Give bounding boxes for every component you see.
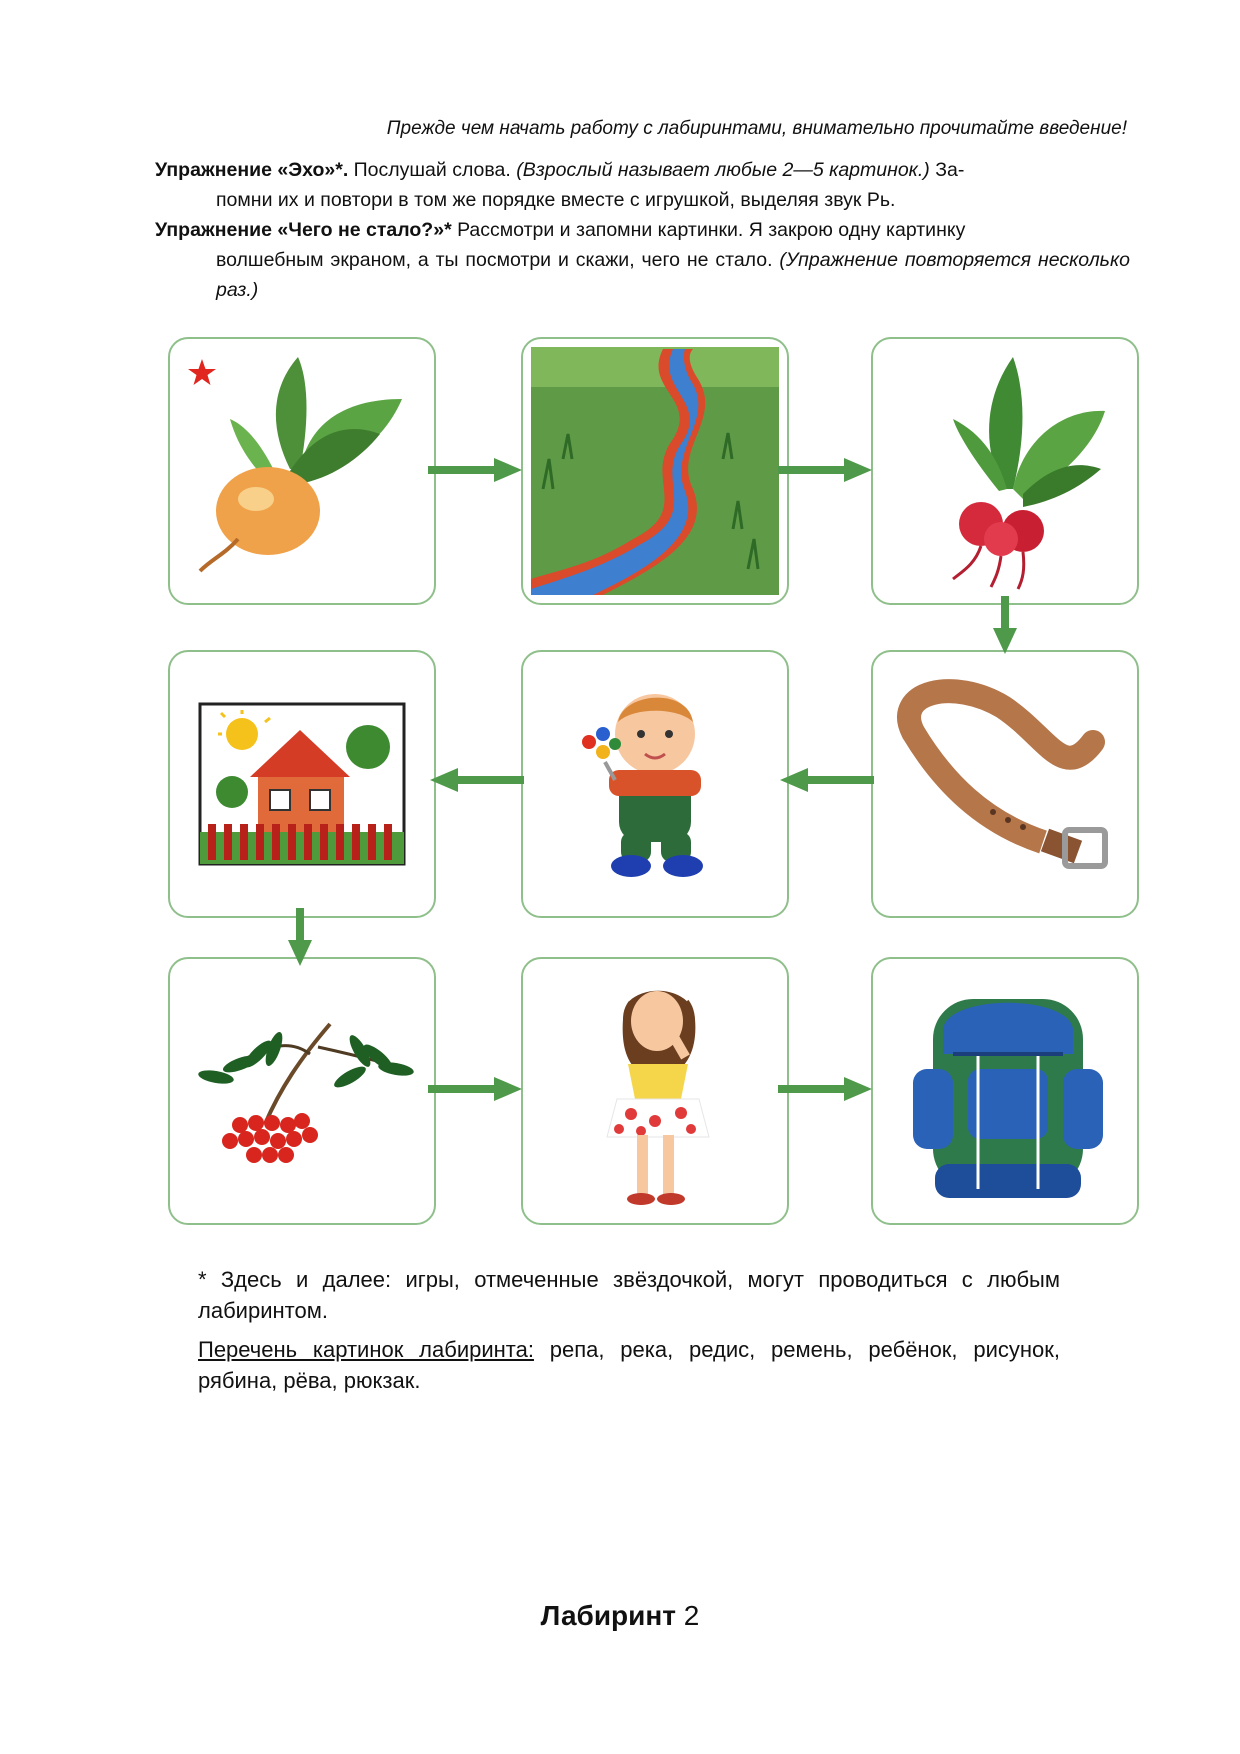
card-turnip[interactable]: [168, 337, 436, 605]
card-radish[interactable]: [871, 337, 1139, 605]
picture-list: [198, 1334, 1060, 1396]
exercise-echo-text: Послушай слова.: [348, 159, 517, 181]
exercise-missing-cont-text: волшебным экраном, а ты посмотри и скажи, чего не стало.: [216, 249, 780, 271]
card-crying-girl[interactable]: [521, 957, 789, 1225]
arrow-left-2: [428, 765, 524, 795]
exercise-missing: [155, 215, 1130, 305]
intro-note: Прежде чем начать работу с лабиринтами, внимательно прочитайте введение!: [386, 118, 1127, 139]
arrow-right-2: [778, 455, 874, 485]
backpack-icon: [873, 959, 1137, 1223]
page-title: [0, 1600, 1240, 1632]
turnip-icon: [170, 339, 434, 603]
exercise-echo: [155, 155, 1130, 215]
house-drawing-icon: [170, 652, 434, 916]
picture-list-items: репа, река, редис, ремень, ребёнок, рисунок, рябина, рёва, рюкзак.: [198, 1337, 1060, 1393]
exercise-missing-text: Рассмотри и запомни картинки. Я закрою одну картинку: [451, 219, 966, 241]
belt-icon: [873, 652, 1137, 916]
exercise-echo-continuation: помни их и повтори в том же порядке вместе с игрушкой, выделяя звук Рь.: [216, 189, 896, 211]
arrow-right-1: [428, 455, 524, 485]
card-backpack[interactable]: [871, 957, 1139, 1225]
arrow-right-3: [428, 1074, 524, 1104]
radish-icon: [873, 339, 1137, 603]
rowan-branch-icon: [170, 959, 434, 1223]
star-icon: [188, 359, 216, 385]
page-title-word: Лабиринт: [540, 1600, 676, 1631]
exercise-echo-note: (Взрослый называет любые 2—5 картинок.): [516, 159, 930, 181]
arrow-down-1: [990, 596, 1020, 656]
footnote: * Здесь и далее: игры, отмеченные звёздочкой, могут проводиться с любым лабиринтом.: [198, 1267, 1060, 1323]
arrow-left-1: [778, 765, 874, 795]
page-title-number: 2: [683, 1600, 700, 1631]
exercise-echo-title: Упражнение «Эхо»*.: [155, 159, 349, 181]
arrow-right-4: [778, 1074, 874, 1104]
river-icon: [523, 339, 787, 603]
card-belt[interactable]: [871, 650, 1139, 918]
exercise-missing-title: Упражнение «Чего не стало?»*: [155, 219, 452, 241]
card-drawing[interactable]: [168, 650, 436, 918]
exercise-echo-tail: За-: [929, 159, 965, 181]
picture-list-label: Перечень картинок лабиринта:: [198, 1337, 534, 1362]
card-rowan[interactable]: [168, 957, 436, 1225]
card-river[interactable]: [521, 337, 789, 605]
arrow-down-2: [285, 908, 315, 968]
baby-icon: [523, 652, 787, 916]
exercise-missing-continuation: [155, 245, 1130, 305]
card-baby[interactable]: [521, 650, 789, 918]
crying-girl-icon: [523, 959, 787, 1223]
exercise-missing-note: (Упражнение повторяется несколько раз.): [216, 249, 1130, 301]
